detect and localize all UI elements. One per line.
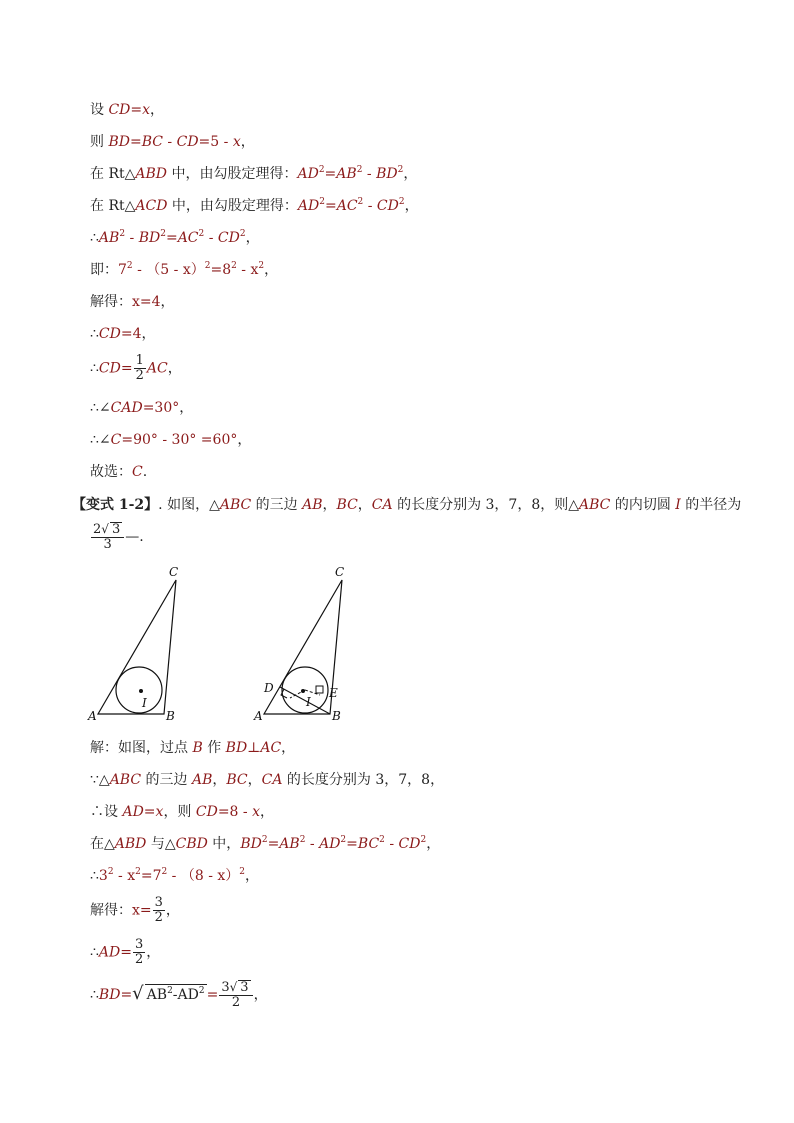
sol1-line-1: 设 CD=x， (90, 102, 165, 118)
sqrt-radicand: $AB^2-AD^2$ (146, 986, 205, 1003)
right-angle-mark-e (316, 686, 323, 693)
figure-triangle-altitude (250, 560, 360, 728)
answer-fraction: $\frac{2√ 3}{3}$ (91, 522, 124, 552)
sol2-line-1: 解：如图，过点 B 作 BD⊥AC， (90, 740, 296, 756)
sol1-line-12: 故选：C. (90, 464, 148, 480)
label-e: E (329, 686, 338, 700)
label-d: D (264, 681, 274, 695)
sol1-line-10: ∴∠CAD=30°， (90, 400, 194, 416)
sol1-line-2: 则 BD=BC - CD=5 - x， (90, 134, 255, 150)
figure-triangle-incircle (84, 560, 194, 728)
sol2-line-6: 解得：x= $\frac{3}{2}$ ， (90, 895, 180, 925)
incircle (116, 667, 162, 713)
sol1-line-8: ∴CD=4， (90, 326, 156, 342)
sol2-line-8: ∴BD=√ $AB^2-AD^2$ = $\frac{3√ 3}{2}$ ， (90, 980, 268, 1010)
label-c: C (169, 565, 179, 579)
sol2-line-7: ∴AD= $\frac{3}{2}$ ， (90, 937, 161, 967)
problem-tag: 【变式 1-2】 (72, 497, 159, 513)
label-i: I (306, 695, 311, 709)
fraction: $\frac{3}{2}$ (154, 895, 163, 925)
sol1-line-11: ∴∠C=90° - 30° =60°， (90, 432, 252, 448)
sol2-line-3: ∴设 AD=x，则 CD=8 - x， (90, 804, 275, 820)
incenter-point (139, 689, 143, 693)
problem-statement: 【变式 1-2】. 如图，△ABC 的三边 AB，BC，CA 的长度分别为 3，7，8，则△ABC 的内切圆 I 的半径为 (72, 497, 742, 513)
label-b: B (166, 709, 175, 723)
triangle-abc (98, 580, 176, 714)
fraction: $\frac{3}{2}$ (135, 937, 144, 967)
sol1-line-5: $\therefore AB^2 - BD^2=AC^2 - CD^2$， (90, 229, 260, 246)
sol2-line-5: $\therefore 3^2 - x^2=7^2 - (8 - x)^2$， (90, 867, 260, 884)
label-a: A (88, 709, 97, 723)
sol1-line-4: 在 Rt△ACD 中，由勾股定理得：$AD^2=AC^2 - CD^2$， (90, 197, 419, 214)
label-c: C (335, 565, 345, 579)
sol1-line-3: 在 Rt△ABD 中，由勾股定理得：$AD^2=AB^2 - BD^2$， (90, 165, 418, 182)
label-i: I (142, 696, 147, 710)
fraction: $\frac{3√ 3}{2}$ (219, 980, 252, 1010)
sol1-line-6: 即：$7^2 - (5 - x)^2=8^2 - x^2$， (90, 261, 279, 278)
sol2-line-2: ∵△ABC 的三边 AB，BC，CA 的长度分别为 3，7，8， (90, 772, 445, 788)
fraction: $\frac{1}{2}$ (135, 353, 144, 383)
sol1-line-7: 解得：x=4， (90, 294, 175, 310)
sol2-line-4: 在△ABD 与△CBD 中，$BD^2=AB^2 - AD^2=BC^2 - CD^2$， (90, 835, 441, 852)
label-a: A (254, 709, 263, 723)
label-b: B (332, 709, 341, 723)
sqrt-sign: √ (132, 983, 144, 1004)
problem-answer: $\frac{2√ 3}{3}$ —. (93, 522, 144, 552)
sol1-line-9: ∴CD= $\frac{1}{2}$ AC， (90, 353, 182, 383)
